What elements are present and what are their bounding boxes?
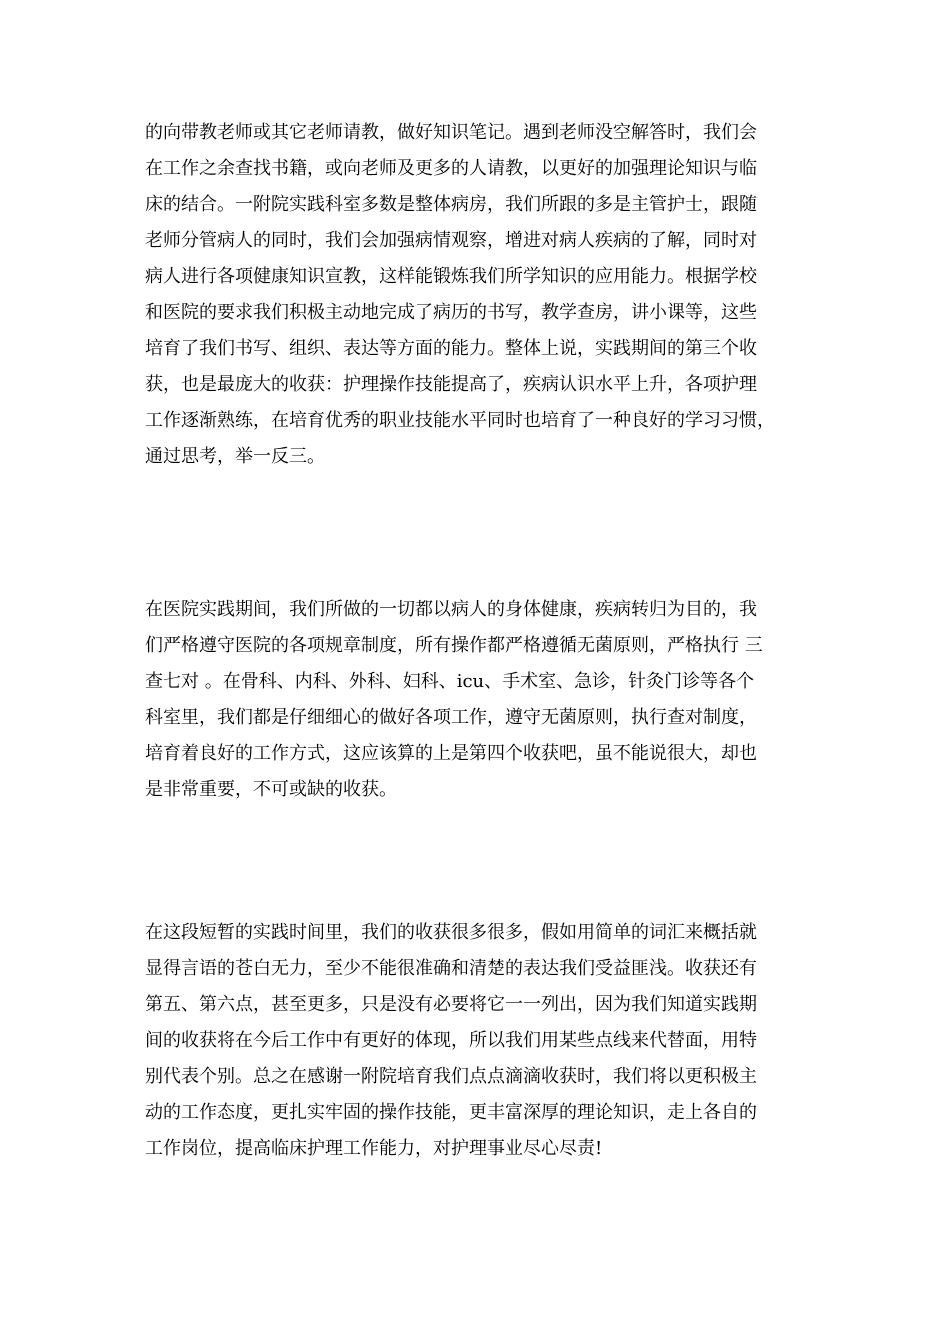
paragraph-line: 床的结合。一附院实践科室多数是整体病房，我们所跟的多是主管护士，跟随 xyxy=(145,194,757,215)
paragraph-line: 第五、第六点，甚至更多，只是没有必要将它一一列出，因为我们知道实践期 xyxy=(145,994,757,1015)
paragraph-line: 通过思考，举一反三。 xyxy=(145,446,325,467)
paragraph-line: 培育了我们书写、组织、表达等方面的能力。整体上说，实践期间的第三个收 xyxy=(145,338,757,359)
paragraph-line: 在这段短暂的实践时间里，我们的收获很多很多，假如用简单的词汇来概括就 xyxy=(145,922,757,943)
paragraph-line: 显得言语的苍白无力，至少不能很准确和清楚的表达我们受益匪浅。收获还有 xyxy=(145,958,757,979)
paragraph-line: 在医院实践期间，我们所做的一切都以病人的身体健康，疾病转归为目的，我 xyxy=(145,599,757,620)
paragraph-line: 在工作之余查找书籍，或向老师及更多的人请教，以更好的加强理论知识与临 xyxy=(145,158,757,179)
paragraph-line: 们严格遵守医院的各项规章制度，所有操作都严格遵循无菌原则，严格执行 三 xyxy=(145,635,763,656)
paragraph-line: 获，也是最庞大的收获：护理操作技能提高了，疾病认识水平上升，各项护理 xyxy=(145,374,757,395)
paragraph-line: 病人进行各项健康知识宣教，这样能锻炼我们所学知识的应用能力。根据学校 xyxy=(145,266,757,287)
paragraph-line: 的向带教老师或其它老师请教，做好知识笔记。遇到老师没空解答时，我们会 xyxy=(145,122,757,143)
paragraph-1 xyxy=(145,115,815,475)
paragraph-line: 间的收获将在今后工作中有更好的体现，所以我们用某些点线来代替面，用特 xyxy=(145,1030,757,1051)
paragraph-line: 老师分管病人的同时，我们会加强病情观察，增进对病人疾病的了解，同时对 xyxy=(145,230,757,251)
paragraph-line: 科室里，我们都是仔细细心的做好各项工作，遵守无菌原则，执行查对制度， xyxy=(145,707,757,728)
paragraph-2 xyxy=(145,592,815,808)
paragraph-line: 和医院的要求我们积极主动地完成了病历的书写，教学查房，讲小课等，这些 xyxy=(145,302,757,323)
paragraph-line: 查七对 。在骨科、内科、外科、妇科、icu、手术室、急诊，针灸门诊等各个 xyxy=(145,671,755,692)
paragraph-line: 别代表个别。总之在感谢一附院培育我们点点滴滴收获时，我们将以更积极主 xyxy=(145,1066,757,1087)
paragraph-line: 动的工作态度，更扎实牢固的操作技能，更丰富深厚的理论知识，走上各自的 xyxy=(145,1102,757,1123)
paragraph-line: 是非常重要，不可或缺的收获。 xyxy=(145,779,397,800)
paragraph-line: 培育着良好的工作方式，这应该算的上是第四个收获吧，虽不能说很大，却也 xyxy=(145,743,757,764)
paragraph-line: 工作逐渐熟练，在培育优秀的职业技能水平同时也培育了一种良好的学习习惯， xyxy=(145,410,775,431)
paragraph-3 xyxy=(145,915,815,1167)
paragraph-line: 工作岗位，提高临床护理工作能力，对护理事业尽心尽责! xyxy=(145,1138,603,1159)
